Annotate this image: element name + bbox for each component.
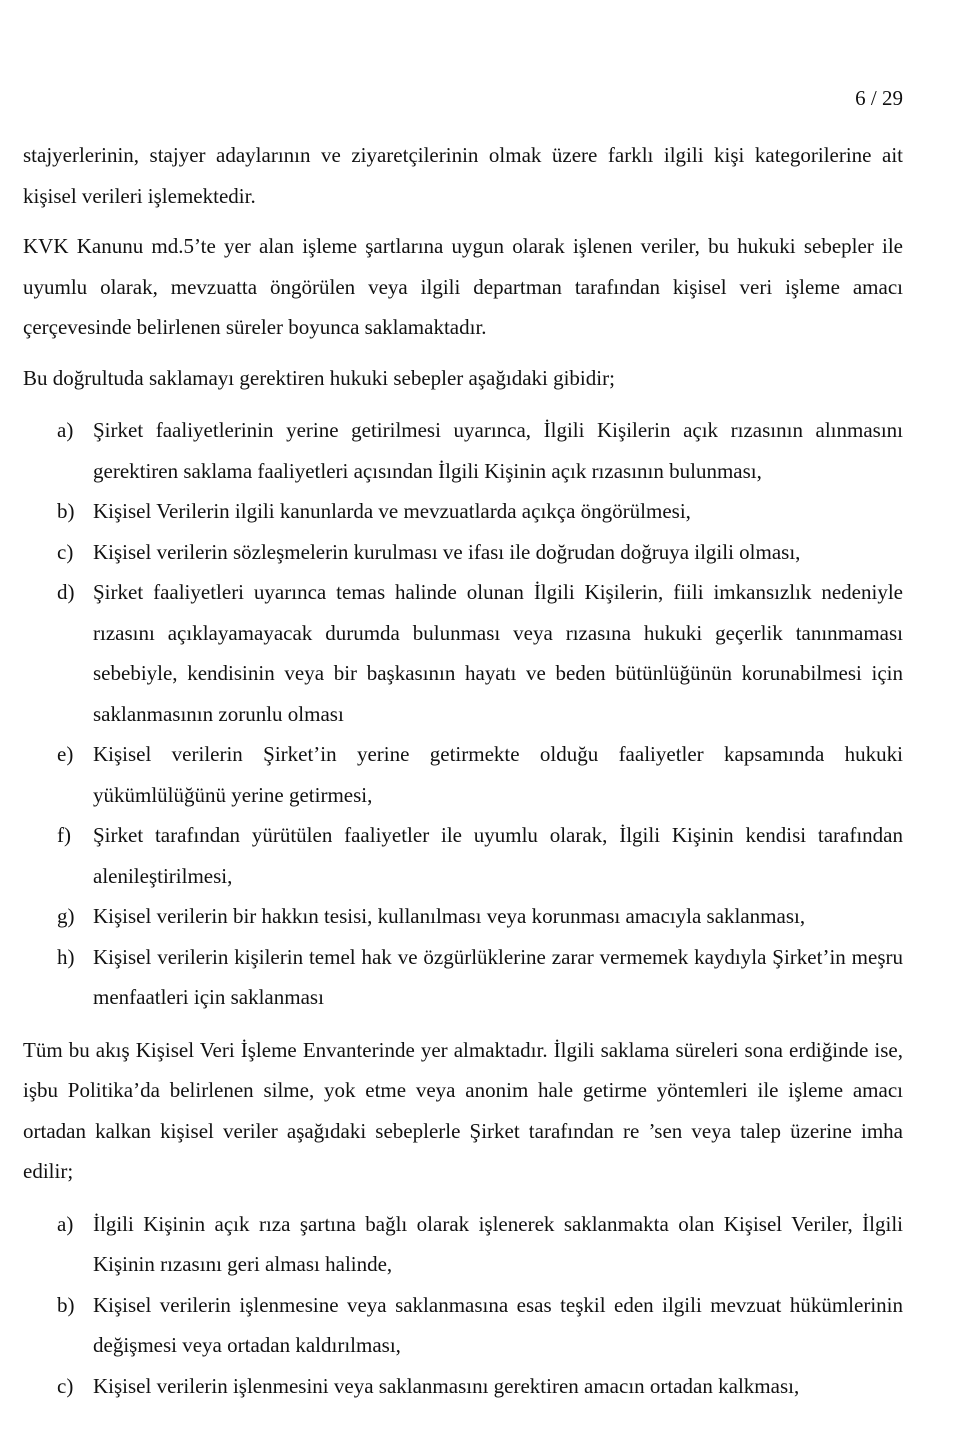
list-marker: a) xyxy=(57,1211,74,1236)
list-marker: c) xyxy=(57,539,74,564)
list-item-text: Kişisel verilerin işlenmesini veya saklanmasını gerektiren amacın ortadan kalkması, xyxy=(93,1373,800,1398)
list-item-text: Kişisel verilerin kişilerin temel hak ve özgürlüklerine zarar vermemek kaydıyla Şirket’in meşru menfaatleri için saklanması xyxy=(93,944,903,1009)
list-marker: d) xyxy=(57,580,75,604)
list-marker: g) xyxy=(57,904,75,928)
list-item xyxy=(23,1204,903,1285)
paragraph: stajyerlerinin, stajyer adaylarının ve ziyaretçilerinin olmak üzere farklı ilgili kişi kategorilerine ait kişisel verileri işlemektedir. xyxy=(23,143,903,208)
list-item xyxy=(23,572,903,734)
page-number: 6 / 29 xyxy=(855,86,903,110)
list-marker: a) xyxy=(57,418,74,442)
list-item xyxy=(23,734,903,815)
list-item-text: İlgili Kişinin açık rıza şartına bağlı olarak işlenerek saklanmakta olan Kişisel Veriler, İlgili Kişinin rızasını geri alması halinde, xyxy=(93,1211,903,1276)
paragraph: Tüm bu akış Kişisel Veri İşleme Envanterinde yer almaktadır. İlgili saklama süreleri sona erdiğinde ise, işbu Politika’da belirlenen silme, yok etme veya anonim hale getirme yöntemleri ile işleme amacı ortadan kalkan kişisel veriler aşağıdaki sebeplerle Şirket tarafından re ’sen veya talep üzerine imha edilir; xyxy=(23,1037,903,1183)
destruction-reasons-list xyxy=(23,1204,903,1407)
list-item-text: Kişisel verilerin işlenmesine veya saklanmasına esas teşkil eden ilgili mevzuat hükümlerinin değişmesi veya ortadan kaldırılması, xyxy=(93,1292,903,1357)
list-item-text: Kişisel verilerin Şirket’in yerine getirmekte olduğu faaliyetler kapsamında hukuki yükümlülüğünü yerine getirmesi, xyxy=(93,742,903,807)
list-item-text: Şirket faaliyetlerinin yerine getirilmesi uyarınca, İlgili Kişilerin açık rızasının alınmasını gerektiren saklama faaliyetleri açısından İlgili Kişinin açık rızasının bulunması, xyxy=(93,418,903,483)
document-body xyxy=(23,135,903,1406)
paragraph: Bu doğrultuda saklamayı gerektiren hukuki sebepler aşağıdaki gibidir; xyxy=(23,365,615,390)
paragraph: KVK Kanunu md.5’te yer alan işleme şartlarına uygun olarak işlenen veriler, bu hukuki sebepler ile uyumlu olarak, mevzuatta öngörülen veya ilgili departman tarafından kişisel veri işleme amacı çerçevesinde belirlenen süreler boyunca saklamaktadır. xyxy=(23,234,903,339)
list-item xyxy=(23,410,903,491)
list-item xyxy=(23,815,903,896)
list-marker: e) xyxy=(57,742,74,766)
list-item-text: Kişisel Verilerin ilgili kanunlarda ve mevzuatlarda açıkça öngörülmesi, xyxy=(93,499,691,523)
list-item-text: Kişisel verilerin sözleşmelerin kurulması ve ifası ile doğrudan doğruya ilgili olması, xyxy=(93,539,801,564)
list-item xyxy=(23,937,903,1018)
list-marker: h) xyxy=(57,944,75,969)
legal-reasons-list xyxy=(23,410,903,1018)
list-item-text: Şirket faaliyetleri uyarınca temas halinde olunan İlgili Kişilerin, fiili imkansızlık nedeniyle rızasını açıklayamayacak durumda bulunması veya rızasına hukuki geçerlik tanınmaması sebebiyle, kendisinin veya bir başkasının hayatı ve beden bütünlüğünün korunabilmesi için saklanmasının zorunlu olması xyxy=(93,580,903,726)
list-marker: c) xyxy=(57,1373,74,1398)
list-marker: b) xyxy=(57,499,75,523)
list-item xyxy=(23,1366,903,1407)
list-item-text: Şirket tarafından yürütülen faaliyetler ile uyumlu olarak, İlgili Kişinin kendisi tarafından alenileştirilmesi, xyxy=(93,823,903,888)
list-item xyxy=(23,1285,903,1366)
list-item xyxy=(23,896,903,937)
list-marker: f) xyxy=(57,823,71,847)
list-item xyxy=(23,491,903,532)
list-marker: b) xyxy=(57,1292,75,1317)
list-item-text: Kişisel verilerin bir hakkın tesisi, kullanılması veya korunması amacıyla saklanması, xyxy=(93,904,806,928)
list-item xyxy=(23,532,903,573)
